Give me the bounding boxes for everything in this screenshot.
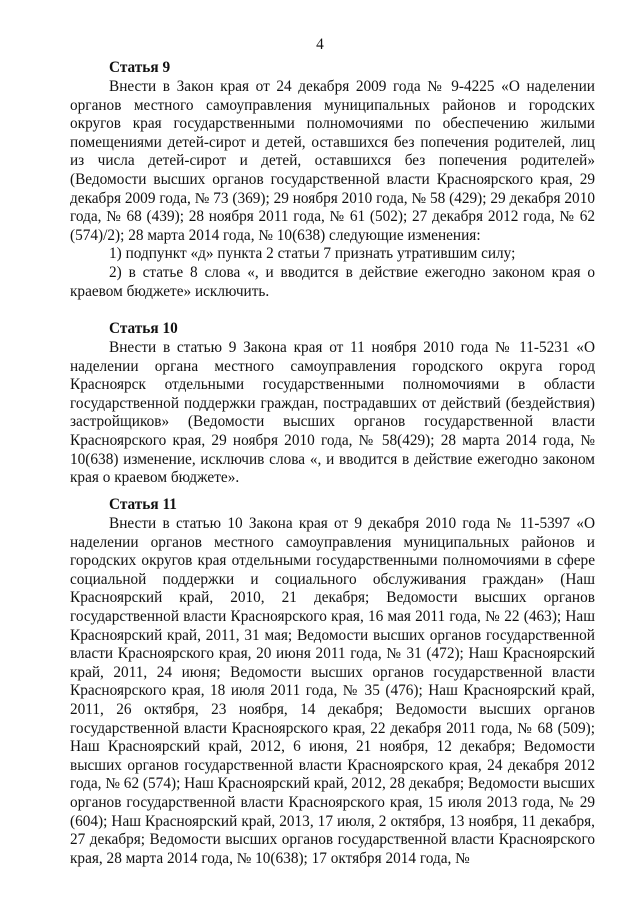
article-10-body: [70, 339, 595, 488]
article-9-intro: Внести в Закон края от 24 декабря 2009 года № 9-4225 «О наделении органов местного самоуправления муниципальных районов и городских округов края государственными полномочиями по обеспечению жилыми помещениями детей-сирот и детей, оставшихся без попечения родителей, лиц из числа детей-сирот и детей, оставшихся без попечения родителей» (Ведомости высших органов государственной власти Красноярского края, 29 декабря 2009 года, № 73 (369); 29 ноября 2010 года, № 58 (429); 29 декабря 2010 года, № 68 (439); 28 ноября 2011 года, № 61 (502); 27 декабря 2012 года, № 62 (574)/2); 28 марта 2014 года, № 10(638) следующие изменения:: [70, 78, 595, 244]
article-10-intro: Внести в статью 9 Закона края от 11 ноября 2010 года № 11-5231 «О наделении органа местного самоуправления городского округа город Красноярск отдельными государственными полномочиями в области государственной поддержки граждан, пострадавших от действий (бездействия) застройщиков» (Ведомости высших органов государственной власти Красноярского края, 29 ноября 2010 года, № 58(429); 28 марта 2014 года, № 10(638) изменение, исключив слова «, и вводится в действие ежегодно законом края о краевом бюджете».: [70, 339, 595, 487]
article-10-heading: Статья 10: [109, 320, 178, 337]
article-11-body: [70, 515, 595, 868]
article-9-item-2: 2) в статье 8 слова «, и вводится в действие ежегодно законом края о краевом бюджете» исключить.: [70, 263, 595, 300]
article-11-intro: Внести в статью 10 Закона края от 9 декабря 2010 года № 11-5397 «О наделении органов местного самоуправления муниципальных районов и городских округов края отдельными государственными полномочиями в сфере социальной поддержки и социального обслуживания граждан» (Наш Красноярский край, 2010, 21 декабря; Ведомости высших органов государственной власти Красноярского края, 16 мая 2011 года, № 22 (463); Наш Красноярский край, 2011, 31 мая; Ведомости высших органов государственной власти Красноярского края, 20 июня 2011 года, № 31 (472); Наш Красноярский край, 2011, 24 июня; Ведомости высших органов государственной власти Красноярского края, 18 июля 2011 года, № 35 (476); Наш Красноярский край, 2011, 26 октября, 23 ноября, 14 декабря; Ведомости высших органов государственной власти Красноярского края, 22 декабря 2011 года, № 68 (509); Наш Красноярский край, 2012, 6 июня, 21 ноября, 12 декабря; Ведомости высших органов государственной власти Красноярского края, 24 декабря 2012 года, № 62 (574); Наш Красноярский край, 2012, 28 декабря; Ведомости высших органов государственной власти Красноярского края, 15 июля 2013 года, № 29 (604); Наш Красноярский край, 2013, 17 июля, 2 октября, 13 ноября, 11 декабря, 27 декабря; Ведомости высших органов государственной власти Красноярского края, 28 марта 2014 года, № 10(638); 17 октября 2014 года, №: [70, 515, 595, 867]
article-11-heading: Статья 11: [109, 496, 177, 513]
article-9-body: [70, 78, 595, 301]
article-9-heading: Статья 9: [109, 59, 171, 76]
page-number: 4: [316, 36, 324, 53]
article-9-item-1: 1) подпункт «д» пункта 2 статьи 7 признать утратившим силу;: [109, 245, 516, 263]
